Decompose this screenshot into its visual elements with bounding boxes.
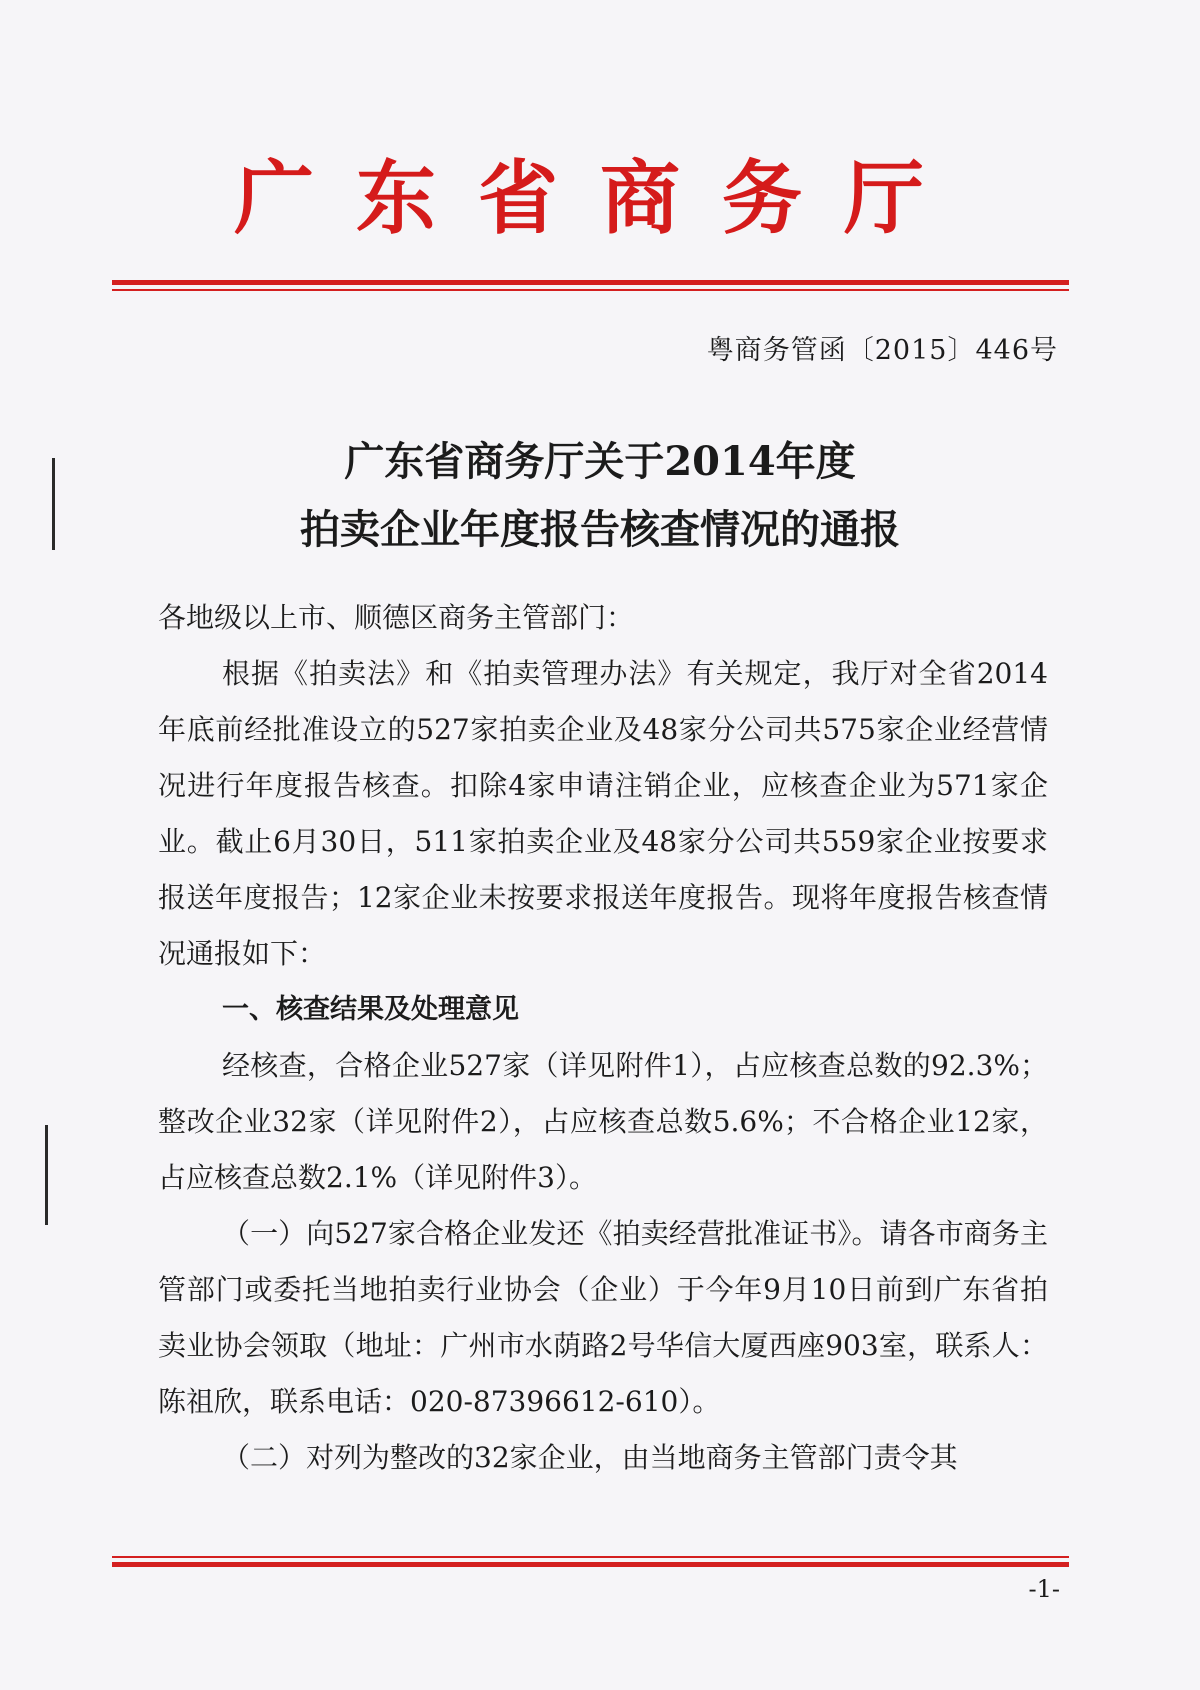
document-title-line1: 广东省商务厅关于2014年度 [344, 438, 856, 485]
footer-rule-thick [112, 1562, 1069, 1567]
page-number: -1- [1028, 1575, 1060, 1603]
salutation: 各地级以上市、顺德区商务主管部门： [158, 601, 635, 634]
paragraph: （二）对列为整改的32家企业，由当地商务主管部门责令其 [222, 1441, 958, 1474]
paragraph: 根据《拍卖法》和《拍卖管理办法》有关规定，我厅对全省2014年底前经批准设立的527家拍卖企业及48家分公司共575家企业经营情况进行年度报告核查。扣除4家申请注销企业，应核查企业为571家企业。截止6月30日，511家拍卖企业及48家分公司共559家企业按要求报送年度报告；12家企业未按要求报送年度报告。现将年度报告核查情况通报如下： [158, 657, 1048, 970]
document-body [158, 590, 1048, 1486]
letterhead-rule-thin [112, 289, 1069, 291]
paragraph: （一）向527家合格企业发还《拍卖经营批准证书》。请各市商务主管部门或委托当地拍卖行业协会（企业）于今年9月10日前到广东省拍卖业协会领取（地址：广州市水荫路2号华信大厦西座903室，联系人：陈祖欣，联系电话：020-87396612-610）。 [158, 1217, 1048, 1418]
section-heading: 一、核查结果及处理意见 [222, 994, 519, 1025]
document-title-line2: 拍卖企业年度报告核查情况的通报 [300, 506, 900, 553]
footer-rule-thin [112, 1556, 1069, 1558]
scan-mark [45, 1125, 48, 1225]
document-number: 粤商务管函〔2015〕446号 [706, 335, 1058, 366]
letterhead-rule-thick [112, 280, 1069, 285]
paragraph: 经核查，合格企业527家（详见附件1），占应核查总数的92.3%；整改企业32家（详见附件2），占应核查总数5.6%；不合格企业12家，占应核查总数2.1%（详见附件3）。 [158, 1049, 1048, 1194]
letterhead-title: 广东省商务厅 [234, 151, 966, 245]
